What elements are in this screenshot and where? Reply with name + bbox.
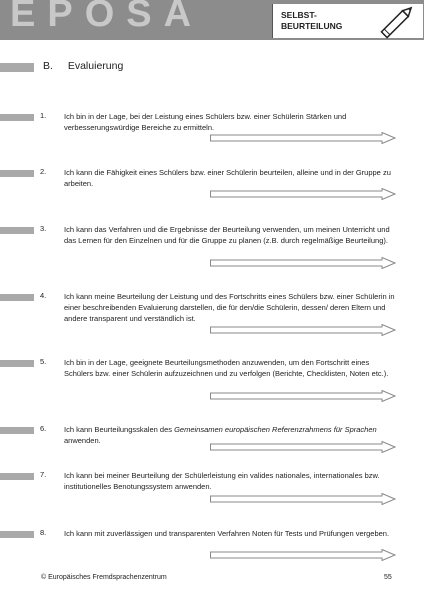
page-number: 55 [384, 574, 392, 581]
item-marker-bar [0, 294, 34, 301]
rating-arrow[interactable] [210, 188, 396, 200]
item-text: Ich bin in der Lage, bei der Leistung eines Schülers bzw. einer Schülerin Stärken und verbesserungswürdige Bereiche zu ermitteln. [64, 112, 347, 132]
item-number: 4. [40, 291, 47, 300]
item-marker-bar [0, 531, 34, 538]
rating-arrow[interactable] [210, 257, 396, 269]
item-marker-bar [0, 170, 34, 177]
header-label-line1: SELBST- [281, 10, 317, 20]
item-number: 6. [40, 424, 47, 433]
item-marker-bar [0, 427, 34, 434]
rating-arrow[interactable] [210, 324, 396, 336]
item-text-start: Ich kann Beurteilungsskalen des [64, 425, 175, 434]
brand-title: EPOSA [10, 0, 204, 35]
rating-arrow[interactable] [210, 390, 396, 402]
item-text: Ich bin in der Lage, geeignete Beurteilungsmethoden anzuwenden, um den Fortschritt eines Schülers bzw. einer Schülerin aufzuzeichnen und zu verfolgen (Berichte, Checklisten, Noten etc.). [64, 358, 389, 378]
header-label-line2: BEURTEILUNG [281, 21, 343, 31]
item-marker-bar [0, 114, 34, 121]
item-text: Ich kann meine Beurteilung der Leistung und des Fortschritts eines Schülers bzw. einer Schülerin in einer beschreibenden Evaluierung darstellen, die für den/die Schülerin, dessen/ deren Eltern und andere transparent und verständlich ist. [64, 292, 395, 323]
item-number: 5. [40, 357, 47, 366]
item-number: 7. [40, 470, 47, 479]
item-marker-bar [0, 360, 34, 367]
section-title: Evaluierung [67, 60, 124, 72]
section-letter: B. [43, 60, 53, 72]
header-label [281, 10, 342, 32]
item-marker-bar [0, 227, 34, 234]
item-text: Ich kann das Verfahren und die Ergebnisse der Beurteilung verwenden, um meinen Unterricht und das Lernen für den Einzelnen und für die Gruppe zu planen (z.B. durch regelmäßige Beurteilung). [64, 225, 390, 245]
rating-arrow[interactable] [210, 549, 396, 561]
item-number: 3. [40, 224, 47, 233]
rating-arrow[interactable] [210, 441, 396, 453]
item-marker-bar [0, 473, 34, 480]
section-heading [43, 60, 135, 72]
rating-arrow[interactable] [210, 493, 396, 505]
item-text: Ich kann bei meiner Beurteilung der Schülerleistung ein valides nationales, internationales bzw. institutionelles Benotungssystem anwenden. [64, 471, 380, 491]
rating-arrow[interactable] [210, 132, 396, 144]
item-text: Ich kann mit zuverlässigen und transparenten Verfahren Noten für Tests und Prüfungen vergeben. [64, 529, 390, 538]
item-text-reference-title: Gemeinsamen europäischen Referenzrahmens für Sprachen [174, 425, 377, 434]
header-band [0, 0, 424, 40]
item-text: Ich kann die Fähigkeit eines Schülers bzw. einer Schülerin beurteilen, alleine und in der Gruppe zu arbeiten. [64, 168, 391, 188]
item-number: 2. [40, 167, 47, 176]
footer-copyright: © Europäisches Fremdsprachenzentrum [41, 574, 167, 581]
pencil-icon [373, 4, 421, 40]
header-label-box [272, 4, 423, 38]
section-marker-bar [0, 63, 34, 72]
item-number: 1. [40, 111, 47, 120]
item-number: 8. [40, 528, 47, 537]
item-text-end: anwenden. [64, 436, 101, 445]
